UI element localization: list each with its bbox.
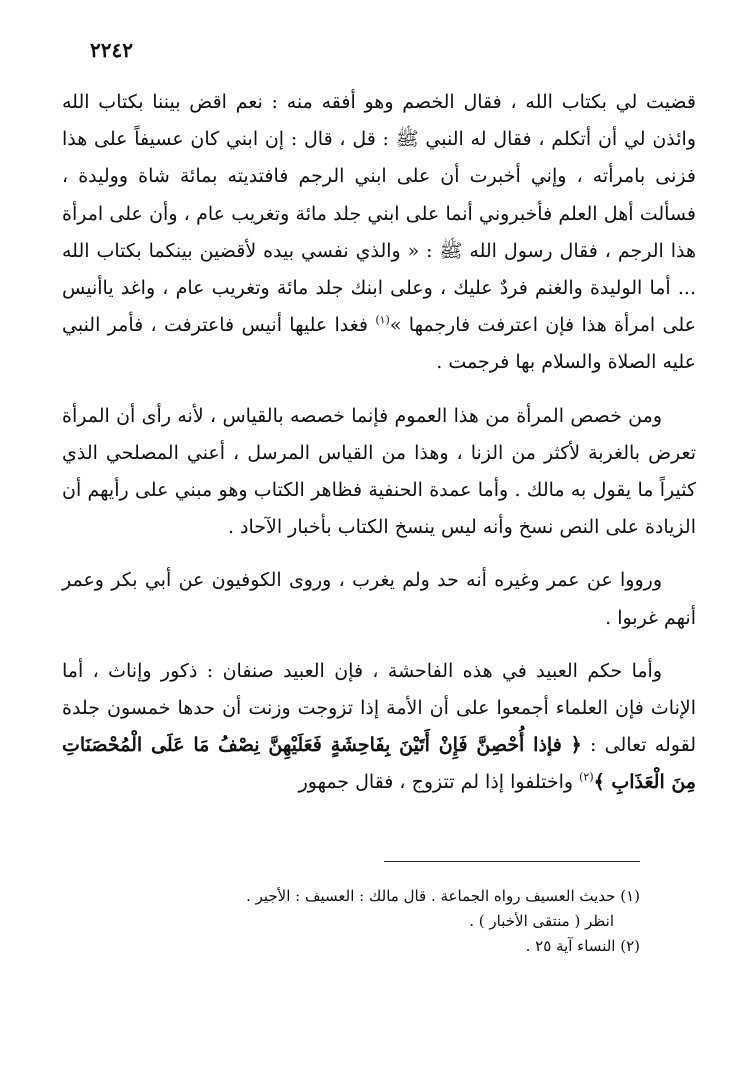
footnote-2: (٢) النساء آية ٢٥ . (525, 937, 640, 955)
footnote-divider (384, 861, 640, 862)
page-number: ٢٢٤٢ (90, 38, 133, 62)
footnote-1-continued: انظر ( منتقى الأخبار ) . (469, 912, 614, 930)
paragraph-slaves (62, 653, 696, 802)
paragraph-hadith (62, 84, 696, 382)
paragraph-umar: ورووا عن عمر وغيره أنه حد ولم يغرب ، وروى الكوفيون عن أبي بكر وعمر أنهم غربوا . (62, 569, 696, 629)
footnote-ref-1: (١) (375, 313, 390, 327)
slaves-text: وأما حكم العبيد في هذه الفاحشة ، فإن العبيد صنفان : ذكور وإناث ، أما الإناث فإن العلماء أجمعوا على أن الأمة إذا تزوجت وزنت أن حدها خمسون جلدة لقوله تعالى : (62, 659, 696, 757)
hadith-conclusion: فغدا عليها أنيس فاعترفت ، فأمر النبي عليه الصلاة والسلام بها فرجمت . (62, 314, 696, 374)
footnote-1: (١) حديث العسيف رواه الجماعة . قال مالك : العسيف : الأجير . (246, 887, 640, 905)
slaves-text-end: واختلفوا إذا لم تتزوج ، فقال جمهور (298, 771, 580, 794)
footnotes (150, 884, 640, 959)
paragraph-qiyas: ومن خصص المرأة من هذا العموم فإنما خصصه بالقياس ، لأنه رأى أن المرأة تعرض بالغربة لأكثر من الزنا ، وهذا من القياس المرسل ، أعني المصلحي الذي كثيراً ما يقول به مالك . وأما عمدة الحنفية فظاهر الكتاب وهو مبني على رأيهم أن الزيادة على النص نسخ وأنه ليس ينسخ الكتاب بأخبار الآحاد . (62, 404, 696, 539)
footnote-ref-2: (٢) (579, 771, 594, 785)
hadith-text: قضيت لي بكتاب الله ، فقال الخصم وهو أفقه منه : نعم اقض بيننا بكتاب الله وائذن لي أن أتكلم ، فقال له النبي ﷺ : قل ، قال : إن ابني كان عسيفاً على هذا فزنى بامرأته ، وإني أخبرت أن على ابني الرجم فافتديته بمائة شاة ووليدة ، فسألت أهل العلم فأخبروني أنما على ابني جلد مائة وتغريب عام ، وأن على امرأة هذا الرجم ، فقال رسول الله ﷺ : « والذي نفسي بيده لأقضين بينكما بكتاب الله ... أما الوليدة والغنم فردٌ عليك ، وعلى ابنك جلد مائة وتغريب عام ، واغد ياأنيس على امرأة هذا فإن اعترفت فارجمها » (62, 91, 696, 337)
main-text (62, 84, 696, 802)
quran-verse: ﴿ فإذا أُحْصِنَّ فَإِنْ أَتَيْنَ بِفَاحِشَةٍ فَعَلَيْهِنَّ نِصْفُ مَا عَلَى الْمُحْصَنَاتِ مِنَ الْعَذَابِ ﴾ (62, 734, 696, 794)
